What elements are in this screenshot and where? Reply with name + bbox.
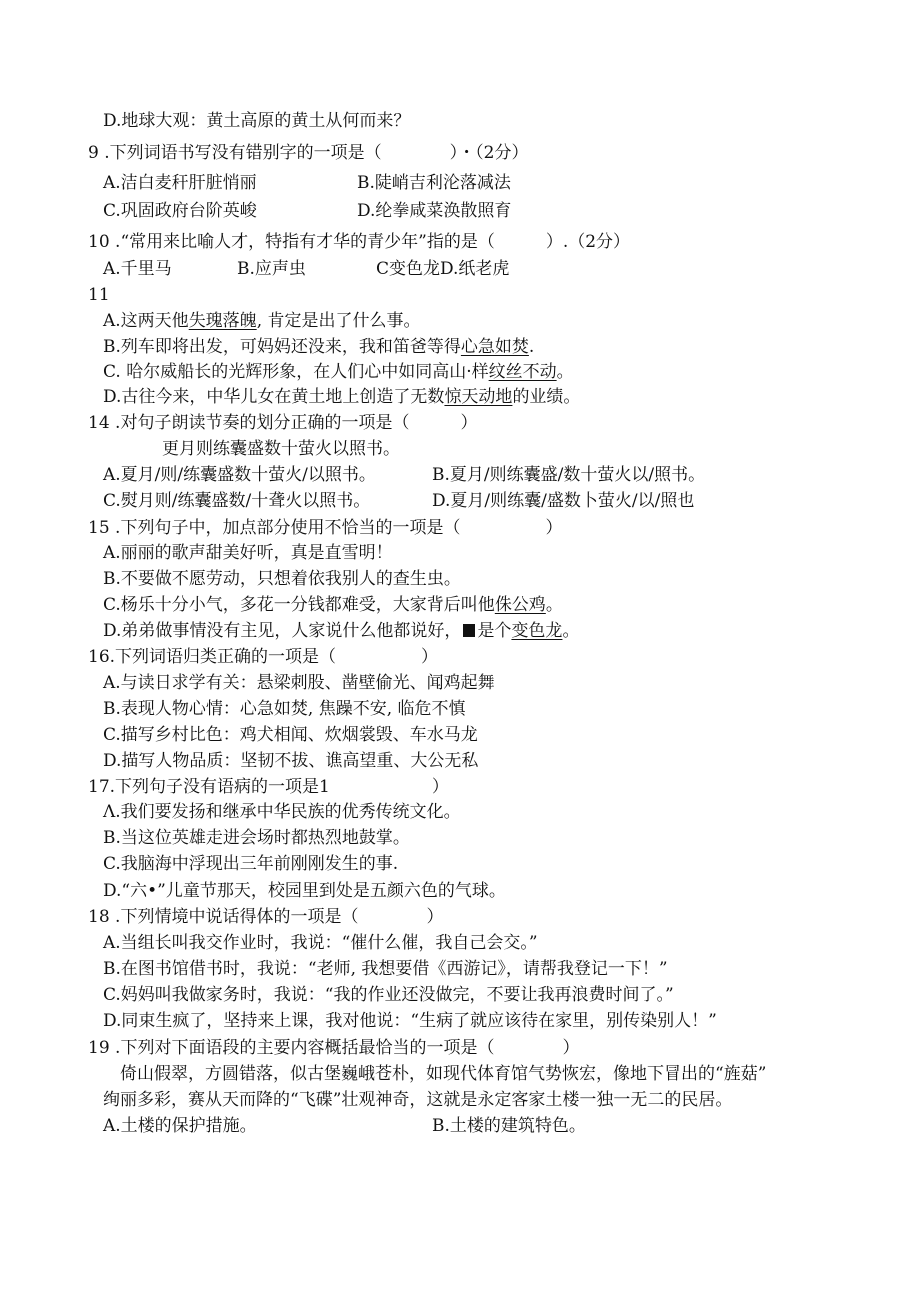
q9-option-a: A.洁白麦秆肝脏悄丽 bbox=[103, 173, 257, 193]
question-14: 14 .对句子朗读节奏的划分正确的一项是（ ） bbox=[88, 413, 478, 433]
q10-option-cd: C变色龙D.纸老虎 bbox=[376, 259, 510, 279]
question-11: 11 bbox=[88, 285, 110, 305]
q15c-rest: 。 bbox=[545, 595, 563, 615]
q15-option-c bbox=[103, 593, 563, 617]
q14-option-b: B.夏月/则练囊盛/数十萤火以/照书。 bbox=[432, 465, 706, 485]
q11c-rest: 。 bbox=[556, 362, 574, 382]
q11a-rest: , 肯定是出了什么事。 bbox=[256, 311, 421, 331]
q16-option-d: D.描写人物品质：坚韧不拔、谯高望重、大公无私 bbox=[103, 751, 479, 771]
question-16: 16.下列词语归类正确的一项是（ ） bbox=[88, 647, 439, 667]
q18-option-b: B.在图书馆借书时，我说：“老师, 我想要借《西游记》，请帮我登记一下！” bbox=[103, 959, 668, 979]
q9-option-d: D.纶拳咸菜涣散照育 bbox=[357, 201, 512, 221]
q10-option-b: B.应声虫 bbox=[237, 259, 306, 279]
q11b-text: B.列车即将出发，可妈妈还没来，我和笛爸等得 bbox=[103, 337, 461, 357]
q18-option-d: D.同束生疯了，坚持来上课，我对他说：“生病了就应该待在家里，别传染别人！” bbox=[103, 1011, 717, 1031]
q11d-underlined: 惊天动地 bbox=[444, 387, 513, 407]
question-10: 10 .“常用来比喻人才，特指有才华的青少年”指的是（ ）.（2分） bbox=[88, 232, 631, 252]
q11d-rest: 的业绩。 bbox=[512, 387, 581, 407]
q17-option-b: B.当这位英雄走进会场时都热烈地鼓掌。 bbox=[103, 828, 410, 848]
q19-option-a: A.土楼的保护措施。 bbox=[103, 1116, 257, 1136]
q15-option-a: A.丽丽的歌声甜美好听，真是直雪明！ bbox=[103, 543, 393, 563]
q19-passage-line-2: 绚丽多彩，赛从天而降的“飞碟”壮观神奇，这就是永定客家土楼一独一无二的民居。 bbox=[103, 1090, 733, 1110]
question-17: 17.下列句子没有语病的一项是1 ） bbox=[88, 777, 449, 797]
q9-option-c: C.巩固政府台阶英峻 bbox=[103, 201, 257, 221]
black-square-icon bbox=[463, 624, 475, 637]
q11a-text: A.这两天他 bbox=[103, 311, 189, 331]
q11c-underlined: 纹丝不动 bbox=[488, 362, 557, 382]
q15-option-b: B.不要做不愿劳动，只想着依我别人的查生虫。 bbox=[103, 569, 461, 589]
q18-option-c: C.妈妈叫我做家务时，我说：“我的作业还没做完，不要让我再浪费时间了。” bbox=[103, 985, 674, 1005]
q11-option-a bbox=[103, 309, 421, 333]
q15c-text: C.杨乐十分小气，多花一分钱都难受，大家背后叫他 bbox=[103, 595, 495, 615]
q14-sentence: 更月则练囊盛数十萤火以照书。 bbox=[162, 439, 400, 459]
q17-option-c: C.我脑海中浮现出三年前刚刚发生的事. bbox=[103, 854, 399, 874]
q15c-underlined: 侏公鸡 bbox=[494, 595, 546, 615]
q17-option-a: Λ.我们要发扬和继承中华民族的优秀传统文化。 bbox=[103, 802, 461, 822]
q14-option-a: A.夏月/则/练囊盛数十萤火/以照书。 bbox=[103, 465, 376, 485]
q15d-mid: 是个 bbox=[477, 621, 512, 641]
q18-option-a: A.当组长叫我交作业时，我说：“催什么催，我自己会交。” bbox=[103, 933, 538, 953]
q11-option-b bbox=[103, 335, 534, 359]
q15d-text: D.弟弟做事情没有主见，人家说什么他都说好， bbox=[103, 621, 462, 641]
q16-option-b: B.表现人物心情：心急如焚, 焦躁不安, 临危不慎 bbox=[103, 699, 466, 719]
question-18: 18 .下列情境中说话得体的一项是（ ） bbox=[88, 907, 444, 927]
q15d-rest: 。 bbox=[562, 621, 580, 641]
question-9: 9 .下列词语书写没有错别字的一项是（ ）・（2分） bbox=[88, 143, 529, 163]
question-19: 19 .下列对下面语段的主要内容概括最恰当的一项是（ ） bbox=[88, 1038, 580, 1058]
q11d-text: D.古往今来，中华儿女在黄土地上创造了无数 bbox=[103, 387, 445, 407]
q11-option-c bbox=[103, 360, 574, 384]
q9-option-b: B.陡峭吉利沦落减法 bbox=[357, 173, 511, 193]
q16-option-a: A.与读日求学有关：悬梁刺股、凿壁偷光、闻鸡起舞 bbox=[103, 673, 495, 693]
q14-option-c: C.熨月则/练囊盛数/十聋火以照书。 bbox=[103, 491, 371, 511]
q16-option-c: C.描写乡村比色：鸡犬相闻、炊烟裳毁、车水马龙 bbox=[103, 725, 478, 745]
question-15: 15 .下列句子中，加点部分使用不恰当的一项是（ ） bbox=[88, 518, 563, 538]
q11b-underlined: 心急如焚 bbox=[460, 337, 529, 357]
q11b-rest: . bbox=[528, 337, 535, 357]
q11a-underlined: 失瑰落魄 bbox=[188, 311, 257, 331]
q19-passage-line-1: 倚山假翠，方圆错落，似古堡巍峨苍朴，如现代体育馆气势恢宏，像地下冒出的“旌菇” bbox=[120, 1064, 767, 1084]
q17-option-d: D.“六•”儿童节那天，校园里到处是五颜六色的气球。 bbox=[103, 881, 506, 901]
q11-option-d bbox=[103, 385, 580, 409]
q11c-text: C. 哈尔威船长的光辉形象，在人们心中如同高山·样 bbox=[103, 362, 489, 382]
q14-option-d: D.夏月/则练囊/盛数卜萤火/以/照也 bbox=[432, 491, 695, 511]
q10-option-a: A.千里马 bbox=[103, 259, 172, 279]
option-d-prev: D.地球大观：黄土高原的黄土从何而来？ bbox=[103, 111, 411, 131]
q15d-underlined: 变色龙 bbox=[511, 621, 563, 641]
q15-option-d bbox=[103, 619, 579, 643]
q19-option-b: B.土楼的建筑特色。 bbox=[432, 1116, 586, 1136]
